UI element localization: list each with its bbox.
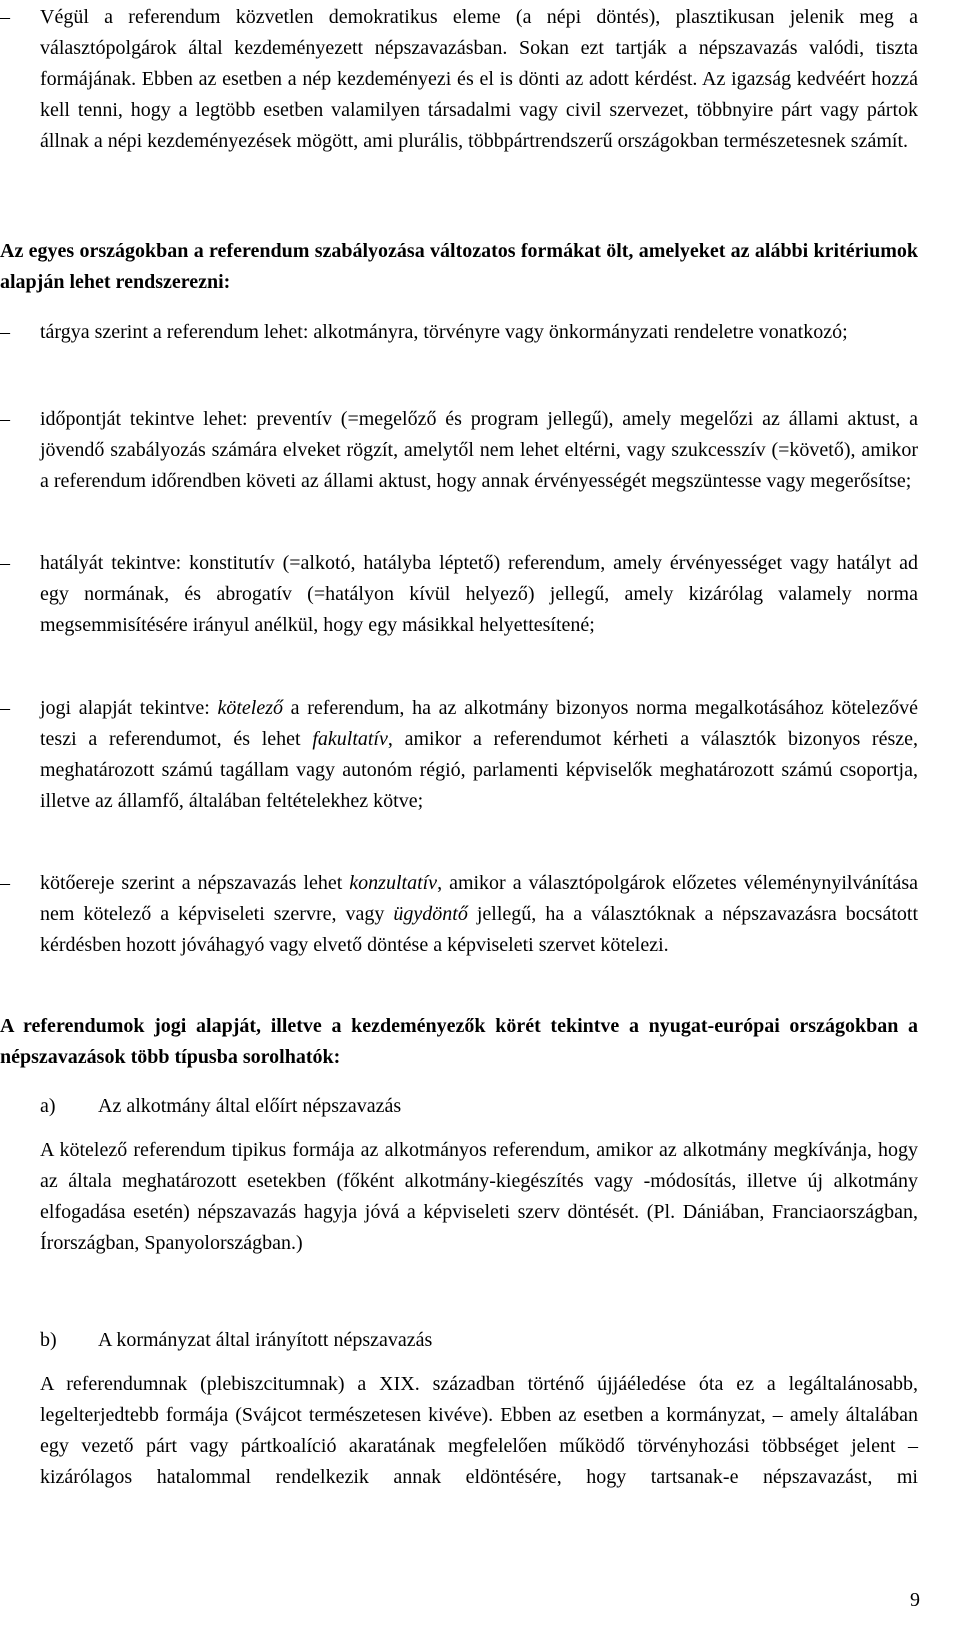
dash-bullet: – [0,321,10,343]
text-run: jogi alapját tekintve: [40,697,218,719]
text-run: kötőereje szerint a népszavazás lehet [40,872,350,894]
criteria-item-text: hatályát tekintve: konstitutív (=alkotó, hatályba léptető) referendum, amely érvényességet vagy hatályt ad egy normának, és abrogatív (=hatályon kívül helyező) jellegű, amely kizárólag valamely norma megsemmisítésére irányul anélkül, hogy egy másikkal helyettesítené; [40,552,918,636]
type-title: A kormányzat által irányított népszavazás [98,1329,433,1351]
dash-bullet: – [0,697,10,719]
criteria-item-text [40,868,918,961]
criteria-item-text: tárgya szerint a referendum lehet: alkotmányra, törvényre vagy önkormányzati rendeletre vonatkozó; [40,321,848,343]
page-number: 9 [910,1589,920,1611]
italic-term: konzultatív [349,872,438,894]
type-letter: a) [40,1095,56,1117]
italic-term: kötelező [217,697,283,719]
type-subheading [40,1325,918,1356]
criteria-list-item [0,693,918,817]
type-subheading [40,1091,918,1122]
criteria-list-item [0,404,918,497]
criteria-heading: Az egyes országokban a referendum szabályozása változatos formákat ölt, amelyeket az alábbi kritériumok alapján lehet rendszerezni: [0,240,918,293]
text-run: a referendum, ha az alkotmány bizonyos norma megalkotásához kötelezővé teszi a referendumot, és lehet [40,697,918,750]
criteria-list-item [0,868,918,961]
text-run: , amikor a referendumot kérheti a választók bizonyos része, meghatározott számú tagállam vagy autonóm régió, parlamenti képviselők meghatározott számú csoportja, illetve az államfő, általában feltételekhez kötve; [40,728,919,812]
dash-bullet: – [0,552,10,574]
type-letter: b) [40,1329,57,1351]
type-paragraph: A kötelező referendum tipikus formája az alkotmányos referendum, amikor az alkotmány megkívánja, hogy az általa meghatározott esetekben (főként alkotmány-kiegészítés vagy -módosítás, illetve új alkotmány elfogadása esetén) népszavazás hagyja jóvá a képviseleti szerv döntését. (Pl. Dániában, Franciaországban, Írországban, Spanyolországban.) [40,1139,918,1254]
italic-term: ügydöntő [393,903,468,925]
text-run: , amikor a választópolgárok előzetes véleménynyilvánítása nem kötelező a képviseleti szervre, vagy [40,872,918,925]
criteria-list-item [0,317,918,348]
type-paragraph: A referendumnak (plebiszcitumnak) a XIX. században történő újjáéledése óta ez a legáltalánosabb, legelterjedtebb formája (Svájcot természetesen kivéve). Ebben az esetben a kormányzat, – amely általában egy vezető párt vagy pártkoalíció akaratának megfelelően működő törvényhozási többséget jelent – kizárólagos hatalommal rendelkezik annak eldöntésére, hogy tartsanak-e népszavazást, mi [40,1373,918,1488]
intro-paragraph: Végül a referendum közvetlen demokratikus eleme (a népi döntés), plasztikusan jelenik meg a választópolgárok által kezdeményezett népszavazásban. Sokan ezt tartják a népszavazás valódi, tiszta formájának. Ebben az esetben a nép kezdeményezi és el is dönti az adott kérdést. Az igazság kedvéért hozzá kell tenni, hogy a legtöbb esetben valamilyen társadalmi vagy civil szervezet, többnyire párt vagy pártok állnak a népi kezdeményezések mögött, ami plurális, többpártrendszerű országokban természetesnek számít. [40,6,918,152]
text-run: jellegű, ha a választóknak a népszavazásra bocsátott kérdésben hozott jóváhagyó vagy elvető döntése a képviseleti szervet kötelezi. [40,903,919,956]
dash-bullet: – [0,872,10,894]
dash-bullet: – [0,408,10,430]
criteria-item-text [40,693,918,817]
criteria-item-text: időpontját tekintve lehet: preventív (=megelőző és program jellegű), amely megelőzi az állami aktust, a jövendő szabályozás számára elveket rögzít, amelytől nem lehet eltérni, vagy szukcesszív (=követő), amikor a referendum időrendben követi az állami aktust, hogy annak érvényességét megszüntesse vagy megerősítse; [40,408,918,492]
italic-term: fakultatív [312,728,388,750]
intro-list-item [0,2,918,157]
types-heading: A referendumok jogi alapját, illetve a kezdeményezők körét tekintve a nyugat-európai országokban a népszavazások több típusba sorolhatók: [0,1015,918,1068]
criteria-list-item [0,548,918,641]
type-title: Az alkotmány által előírt népszavazás [98,1095,402,1117]
dash-bullet: – [0,6,10,28]
